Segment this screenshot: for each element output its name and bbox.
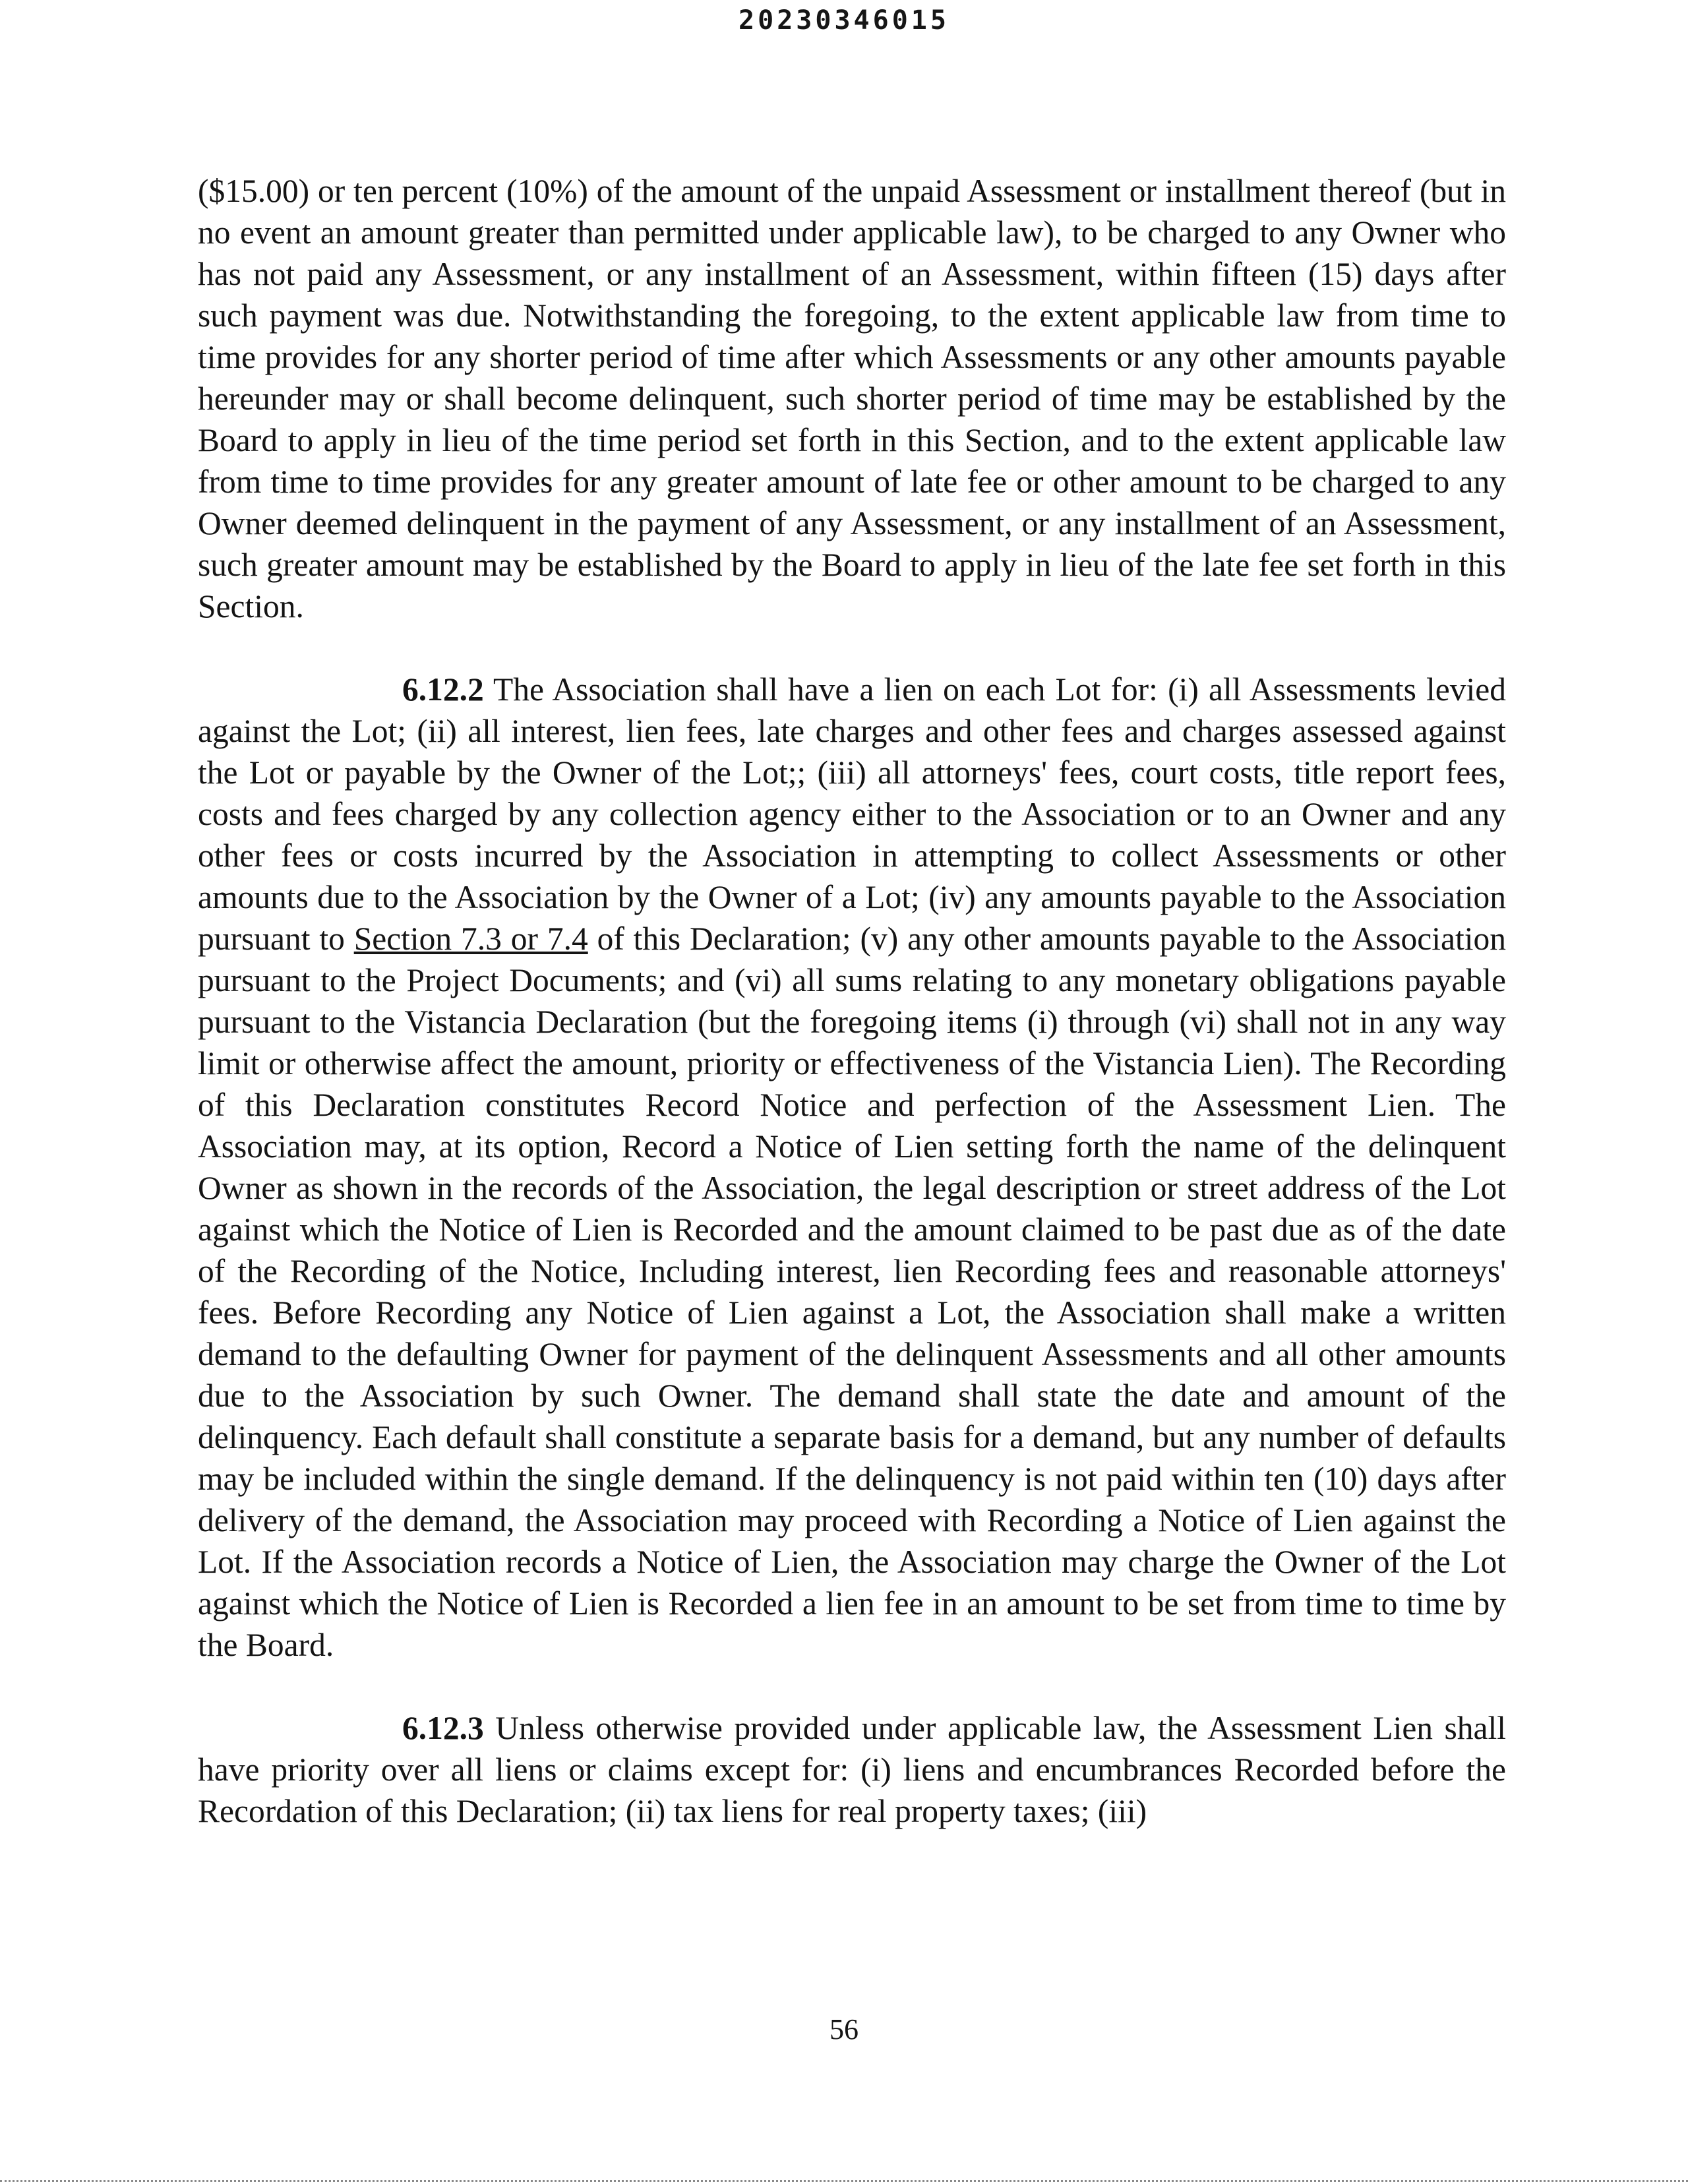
paragraph-late-fee-continuation <box>198 170 1506 627</box>
section-number-6-12-2: 6.12.2 <box>402 671 484 708</box>
paragraph-text: of this Declaration; (v) any other amounts payable to the Association pursuant to the Project Documents; and (vi) all sums relating to any monetary obligations payable pursuant to the Vistancia Declaration (but the foregoing items (i) through (vi) shall not in any way limit or otherwise affect the amount, priority or effectiveness of the Vistancia Lien). The Recording of this Declaration constitutes Record Notice and perfection of the Assessment Lien. The Association may, at its option, Record a Notice of Lien setting forth the name of the delinquent Owner as shown in the records of the Association, the legal description or street address of the Lot against which the Notice of Lien is Recorded and the amount claimed to be past due as of the date of the Recording of the Notice, Including interest, lien Recording fees and reasonable attorneys' fees. Before Recording any Notice of Lien against a Lot, the Association shall make a written demand to the defaulting Owner for payment of the delinquent Assessments and all other amounts due to the Association by such Owner. The demand shall state the date and amount of the delinquency. Each default shall constitute a separate basis for a demand, but any number of defaults may be included within the single demand. If the delinquency is not paid within ten (10) days after delivery of the demand, the Association may proceed with Recording a Notice of Lien against the Lot. If the Association records a Notice of Lien, the Association may charge the Owner of the Lot against which the Notice of Lien is Recorded a lien fee in an amount to be set from time to time by the Board. <box>198 921 1506 1663</box>
document-body <box>198 170 1506 1873</box>
paragraph-section-6-12-2 <box>198 669 1506 1666</box>
section-number-6-12-3: 6.12.3 <box>402 1710 484 1746</box>
paragraph-text: The Association shall have a lien on each Lot for: (i) all Assessments levied against the Lot; (ii) all interest, lien fees, late charges and other fees and charges assessed against the Lot or payable by the Owner of the Lot;; (iii) all attorneys' fees, court costs, title report fees, costs and fees charged by any collection agency either to the Association or to an Owner and any other fees or costs incurred by the Association in attempting to collect Assessments or other amounts due to the Association by the Owner of a Lot; (iv) any amounts payable to the Association pursuant to <box>198 671 1506 957</box>
recording-document-number: 20230346015 <box>738 5 950 36</box>
paragraph-text: Unless otherwise provided under applicable law, the Assessment Lien shall have priority over all liens or claims except for: (i) liens and encumbrances Recorded before the Recordation of this Declaration; (ii) tax liens for real property taxes; (iii) <box>198 1710 1506 1829</box>
page-number: 56 <box>829 2013 859 2046</box>
scan-border-line <box>0 2180 1688 2182</box>
section-reference-7-3-7-4: Section 7.3 or 7.4 <box>353 921 588 957</box>
paragraph-section-6-12-3 <box>198 1707 1506 1832</box>
paragraph-text: ($15.00) or ten percent (10%) of the amount of the unpaid Assessment or installment thereof (but in no event an amount greater than permitted under applicable law), to be charged to any Owner who has not paid any Assessment, or any installment of an Assessment, within fifteen (15) days after such payment was due. Notwithstanding the foregoing, to the extent applicable law from time to time provides for any shorter period of time after which Assessments or any other amounts payable hereunder may or shall become delinquent, such shorter period of time may be established by the Board to apply in lieu of the time period set forth in this Section, and to the extent applicable law from time to time provides for any greater amount of late fee or other amount to be charged to any Owner deemed delinquent in the payment of any Assessment, or any installment of an Assessment, such greater amount may be established by the Board to apply in lieu of the late fee set forth in this Section. <box>198 173 1506 624</box>
